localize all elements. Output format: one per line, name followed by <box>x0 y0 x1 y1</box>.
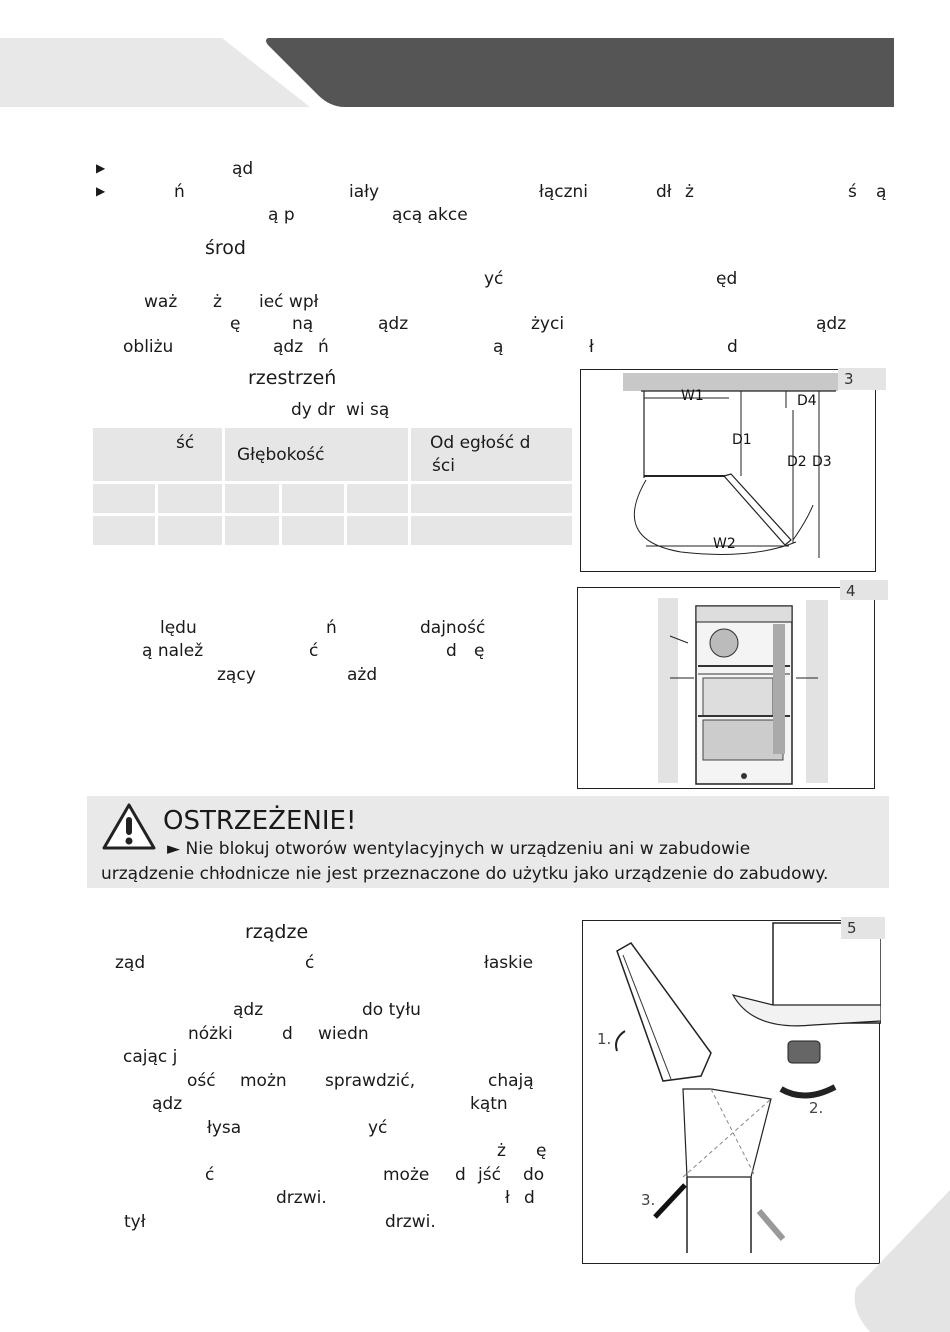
section-heading: rzestrzeń <box>248 367 337 389</box>
vent-fragment: ń <box>326 618 337 638</box>
level-fragment: ę <box>536 1141 547 1161</box>
figure-5-diagram <box>583 921 881 1265</box>
vent-fragment: d <box>446 641 457 661</box>
table-cell <box>282 484 344 513</box>
env-fragment: życi <box>531 314 565 334</box>
cabinet-top-view <box>683 1089 771 1177</box>
table-header-text: ści <box>432 456 455 476</box>
table-cell <box>347 516 408 545</box>
level-fragment: ż <box>497 1141 506 1161</box>
bottle-rack <box>703 720 783 760</box>
bullet-2-fragment: łączni <box>539 182 589 202</box>
leveling-foot <box>788 1041 820 1063</box>
bullet-2-fragment: iały <box>349 182 380 202</box>
section-heading: rządze <box>245 921 309 943</box>
level-fragment: tył <box>124 1212 146 1232</box>
env-fragment: ł <box>589 337 594 357</box>
level-fragment: jść <box>478 1165 501 1185</box>
header-left-tab <box>0 38 310 107</box>
level-fragment: sprawdzić, <box>325 1071 416 1091</box>
rotate-arrow-icon <box>616 1031 625 1051</box>
level-fragment: ość <box>187 1071 216 1091</box>
measure-arrow-icon <box>655 1185 685 1217</box>
level-fragment: d <box>282 1024 293 1044</box>
table-header-text: Od egłość d <box>430 433 531 453</box>
env-fragment: ądz <box>273 337 304 357</box>
level-fragment: wiedn <box>318 1024 369 1044</box>
env-fragment: ądz <box>816 314 847 334</box>
env-fragment: ieć wpł <box>259 292 319 312</box>
w2-label: W2 <box>713 536 736 552</box>
vent-fragment: ą nalež <box>142 641 204 661</box>
level-fragment: ząd <box>115 953 146 973</box>
level-fragment: ć <box>205 1165 215 1185</box>
level-fragment: łaskie <box>484 953 534 973</box>
level-fragment: łysa <box>207 1118 242 1138</box>
level-fragment: może <box>383 1165 430 1185</box>
bottle-rack <box>703 678 773 716</box>
level-fragment: ł <box>505 1188 510 1208</box>
vent-fragment: zący <box>217 665 256 685</box>
level-fragment: d <box>524 1188 535 1208</box>
warning-line-2: urządzenie chłodnicze nie jest przeznaczone do użytku jako urządzenie do zabudowy. <box>101 864 829 884</box>
level-fragment: ądz <box>152 1094 183 1114</box>
env-fragment: obliżu <box>123 337 174 357</box>
level-fragment: kątn <box>470 1094 508 1114</box>
env-fragment: ż <box>213 292 222 312</box>
table-cell <box>93 484 155 513</box>
table-header-text: ść <box>176 433 195 453</box>
door-open <box>724 474 791 545</box>
header-banner <box>0 0 950 115</box>
table-cell <box>158 484 222 513</box>
env-fragment: ę <box>230 314 241 334</box>
vent-fragment: dajność <box>420 618 486 638</box>
table-cell <box>225 484 279 513</box>
vent-fragment: lędu <box>160 618 197 638</box>
level-fragment: do <box>523 1165 545 1185</box>
env-fragment: d <box>727 337 738 357</box>
step-3-label: 3. <box>641 1191 656 1209</box>
logo-dot <box>741 773 747 779</box>
bullet-2-fragment: ż <box>685 182 694 202</box>
figure-number: 3 <box>838 368 886 390</box>
env-fragment: ń <box>318 337 329 357</box>
bullet-2-fragment: ń <box>174 182 185 202</box>
table-cell <box>93 516 155 545</box>
env-fragment: ą <box>493 337 504 357</box>
vent-fragment: ażd <box>347 665 378 685</box>
niche-left <box>658 598 678 783</box>
warning-box <box>87 796 889 888</box>
d4-label: D4 <box>797 393 817 409</box>
w1-label: W1 <box>681 388 704 404</box>
level-fragment: drzwi. <box>276 1188 327 1208</box>
space-fragment: dy dr <box>291 400 336 420</box>
level-fragment: ć <box>305 953 315 973</box>
table-cell <box>347 484 408 513</box>
section-heading: środ <box>205 237 246 259</box>
bullet-arrow-2: ▶ <box>96 184 106 198</box>
level-fragment: nóżki <box>188 1024 233 1044</box>
figure-3-diagram <box>581 370 877 573</box>
warning-title: OSTRZEŻENIE! <box>163 806 357 836</box>
bullet-2-fragment: ś <box>848 182 857 202</box>
figure-number: 5 <box>841 917 885 939</box>
door-gaskets <box>773 624 785 754</box>
header-right-tab <box>266 38 894 107</box>
step-2-label: 2. <box>809 1099 824 1117</box>
vent-fragment: ę <box>474 641 485 661</box>
adjust-arrows-icon <box>781 1087 835 1096</box>
bullet-2-cont-fragment: ą p <box>268 205 295 225</box>
level-fragment: możn <box>240 1071 287 1091</box>
figure-3-door-clearance <box>580 369 876 572</box>
table-cell <box>282 516 344 545</box>
wall-hatch <box>623 373 838 391</box>
env-fragment: ądz <box>378 314 409 334</box>
cooler-top <box>696 606 792 622</box>
env-fragment: yć <box>484 269 504 289</box>
bullet-2-fragment: dł <box>656 182 672 202</box>
level-fragment: yć <box>368 1118 388 1138</box>
table-cell <box>158 516 222 545</box>
table-cell <box>225 516 279 545</box>
figure-5-leveling <box>582 920 880 1264</box>
bullet-arrow-1: ▶ <box>96 161 106 175</box>
table-cell <box>411 484 572 513</box>
level-fragment: do tyłu <box>362 1000 421 1020</box>
level-fragment: ądz <box>233 1000 264 1020</box>
level-fragment: d <box>455 1165 466 1185</box>
env-fragment: ęd <box>716 269 738 289</box>
d2-label: D2 <box>787 454 807 470</box>
level-fragment: cając j <box>123 1047 178 1067</box>
table-header-cell <box>93 428 222 481</box>
step-1-label: 1. <box>597 1030 612 1048</box>
bullet-2-fragment: ą <box>876 182 887 202</box>
d3-label: D3 <box>812 454 832 470</box>
door-swing-arc-right <box>793 505 813 540</box>
page-corner-tab <box>850 1180 950 1332</box>
env-fragment: waż <box>144 292 178 312</box>
niche-right <box>806 600 828 783</box>
level-fragment: drzwi. <box>385 1212 436 1232</box>
bullet-2-cont-fragment: ącą akce <box>392 205 468 225</box>
level-fragment: chają <box>488 1071 534 1091</box>
space-fragment: wi są <box>346 400 390 420</box>
figure-4-ventilation-clearance <box>577 582 875 789</box>
figure-4-diagram <box>578 588 876 790</box>
d1-label: D1 <box>732 432 752 448</box>
env-fragment: ną <box>292 314 314 334</box>
table-cell <box>411 516 572 545</box>
measure-arrow-icon <box>759 1211 783 1239</box>
fan <box>710 629 738 657</box>
bullet-1-text: ąd <box>232 159 254 179</box>
warning-line-1: ► Nie blokuj otworów wentylacyjnych w urządzeniu ani w zabudowie <box>167 839 751 859</box>
warning-triangle-icon <box>101 802 157 852</box>
vent-fragment: ć <box>309 641 319 661</box>
figure-number: 4 <box>840 580 888 600</box>
table-header-text: Głębokość <box>237 445 325 465</box>
